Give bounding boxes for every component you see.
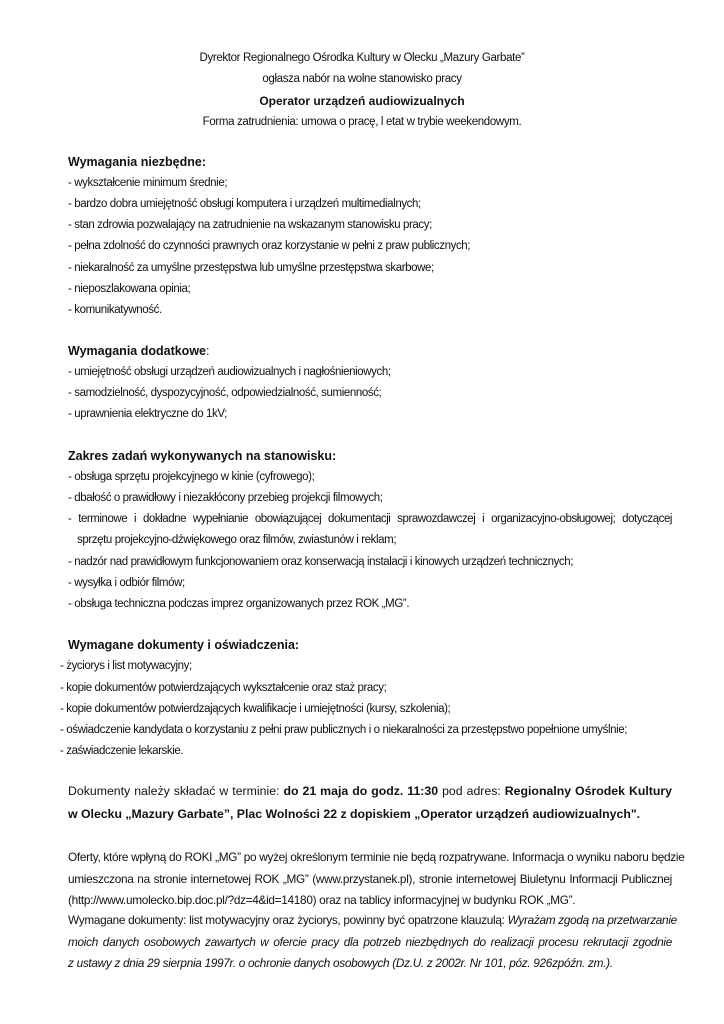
required-item: - niekaralność za umyślne przestępstwa lub umyślne przestępstwa skarbowe; bbox=[68, 262, 434, 274]
notes-line: (http://www.umolecko.bip.doc.pl/?dz=4&id=14180) oraz na tablicy informacyjnej w budynku ROK „MG”. bbox=[68, 893, 576, 907]
duties-item: - terminowe i dokładne wypełnianie obowiązującej dokumentacji sprawozdawczej i organizacyjno-obsługowej; dotyczącej bbox=[68, 513, 672, 525]
additional-heading bbox=[68, 344, 209, 358]
employment-form: Forma zatrudnienia: umowa o pracę, l etat w trybie weekendowym. bbox=[202, 116, 522, 128]
additional-item: - samodzielność, dyspozycyjność, odpowiedzialność, sumienność; bbox=[68, 387, 382, 399]
additional-item: - uprawnienia elektryczne do 1kV; bbox=[68, 408, 227, 420]
notes-line: umieszczona na stronie internetowej ROK „MG” (www.przystanek.pl), stronie internetowej Biuletynu Informacji Publicznej bbox=[68, 872, 672, 886]
deadline-address: Regionalny Ośrodek Kultury bbox=[504, 784, 672, 798]
documents-item: - kopie dokumentów potwierdzających wykształcenie oraz staż pracy; bbox=[60, 682, 387, 694]
deadline-text: pod adres: bbox=[438, 784, 505, 798]
duties-item: - dbałość o prawidłowy i niezakłócony przebieg projekcji filmowych; bbox=[68, 492, 383, 504]
notes-line: Oferty, które wpłyną do ROKI „MG” po wyżej określonym terminie nie będą rozpatrywane. Informacja o wyniku naboru będzie bbox=[68, 850, 685, 864]
duties-item: - obsługa sprzętu projekcyjnego w kinie (cyfrowego); bbox=[68, 471, 315, 483]
documents-item: - życiorys i list motywacyjny; bbox=[60, 660, 192, 672]
required-item: - stan zdrowia pozwalający na zatrudnienie na wskazanym stanowisku pracy; bbox=[68, 219, 432, 231]
documents-item: - oświadczenie kandydata o korzystaniu z pełni praw publicznych i o niekaralności za przestępstwo popełnione umyślnie; bbox=[60, 724, 628, 736]
notes-line bbox=[68, 913, 677, 927]
position-title: Operator urządzeń audiowizualnych bbox=[259, 94, 465, 108]
duties-item-continuation: sprzętu projekcyjno-dźwiękowego oraz filmów, zwiastunów i reklam; bbox=[77, 534, 397, 546]
duties-item: - wysyłka i odbiór filmów; bbox=[68, 577, 185, 589]
required-item: - wykształcenie minimum średnie; bbox=[68, 177, 228, 189]
additional-heading-colon: : bbox=[206, 344, 210, 358]
documents-heading: Wymagane dokumenty i oświadczenia: bbox=[68, 638, 300, 652]
notes-clause-text: Wymagane dokumenty: list motywacyjny oraz życiorys, powinny być opatrzone klauzulą: bbox=[68, 913, 508, 927]
documents-item: - zaświadczenie lekarskie. bbox=[60, 745, 184, 757]
header-line-1: Dyrektor Regionalnego Ośrodka Kultury w Olecku „Mazury Garbate” bbox=[199, 52, 525, 64]
additional-item: - umiejętność obsługi urządzeń audiowizualnych i nagłośnieniowych; bbox=[68, 366, 391, 378]
deadline-line-2: w Olecku „Mazury Garbate”, Plac Wolności 22 z dopiskiem „Operator urządzeń audiowizualnych". bbox=[68, 807, 641, 821]
duties-heading: Zakres zadań wykonywanych na stanowisku: bbox=[68, 449, 337, 463]
required-item: - nieposzlakowana opinia; bbox=[68, 283, 191, 295]
duties-item: - obsługa techniczna podczas imprez organizowanych przez ROK „MG”. bbox=[68, 598, 410, 610]
required-item: - komunikatywność. bbox=[68, 304, 162, 316]
required-item: - pełna zdolność do czynności prawnych oraz korzystanie w pełni z praw publicznych; bbox=[68, 240, 471, 252]
deadline-text: Dokumenty należy składać w terminie: bbox=[68, 784, 284, 798]
required-item: - bardzo dobra umiejętność obsługi komputera i urządzeń multimedialnych; bbox=[68, 198, 421, 210]
notes-clause-italic: Wyrażam zgodą na przetwarzanie bbox=[507, 913, 677, 927]
header-line-2: ogłasza nabór na wolne stanowisko pracy bbox=[262, 73, 462, 85]
deadline-date: do 21 maja do godz. 11:30 bbox=[283, 784, 439, 798]
notes-clause-line: z ustawy z dnia 29 sierpnia 1997r. o ochronie danych osobowych (Dz.U. z 2002r. Nr 101, póz. 926zpóźn. zm.). bbox=[68, 956, 613, 970]
deadline-line-1 bbox=[68, 784, 672, 798]
additional-heading-text: Wymagania dodatkowe bbox=[68, 344, 206, 358]
notes-clause-line: moich danych osobowych zawartych w ofercie pracy dla potrzeb niezbędnych do realizacji procesu rekrutacji zgodnie bbox=[68, 935, 672, 949]
duties-item: - nadzór nad prawidłowym funkcjonowaniem oraz konserwacją instalacji i kinowych urządzeń technicznych; bbox=[68, 556, 574, 568]
required-heading: Wymagania niezbędne: bbox=[68, 155, 206, 169]
documents-item: - kopie dokumentów potwierdzających kwalifikacje i umiejętności (kursy, szkolenia); bbox=[60, 703, 451, 715]
